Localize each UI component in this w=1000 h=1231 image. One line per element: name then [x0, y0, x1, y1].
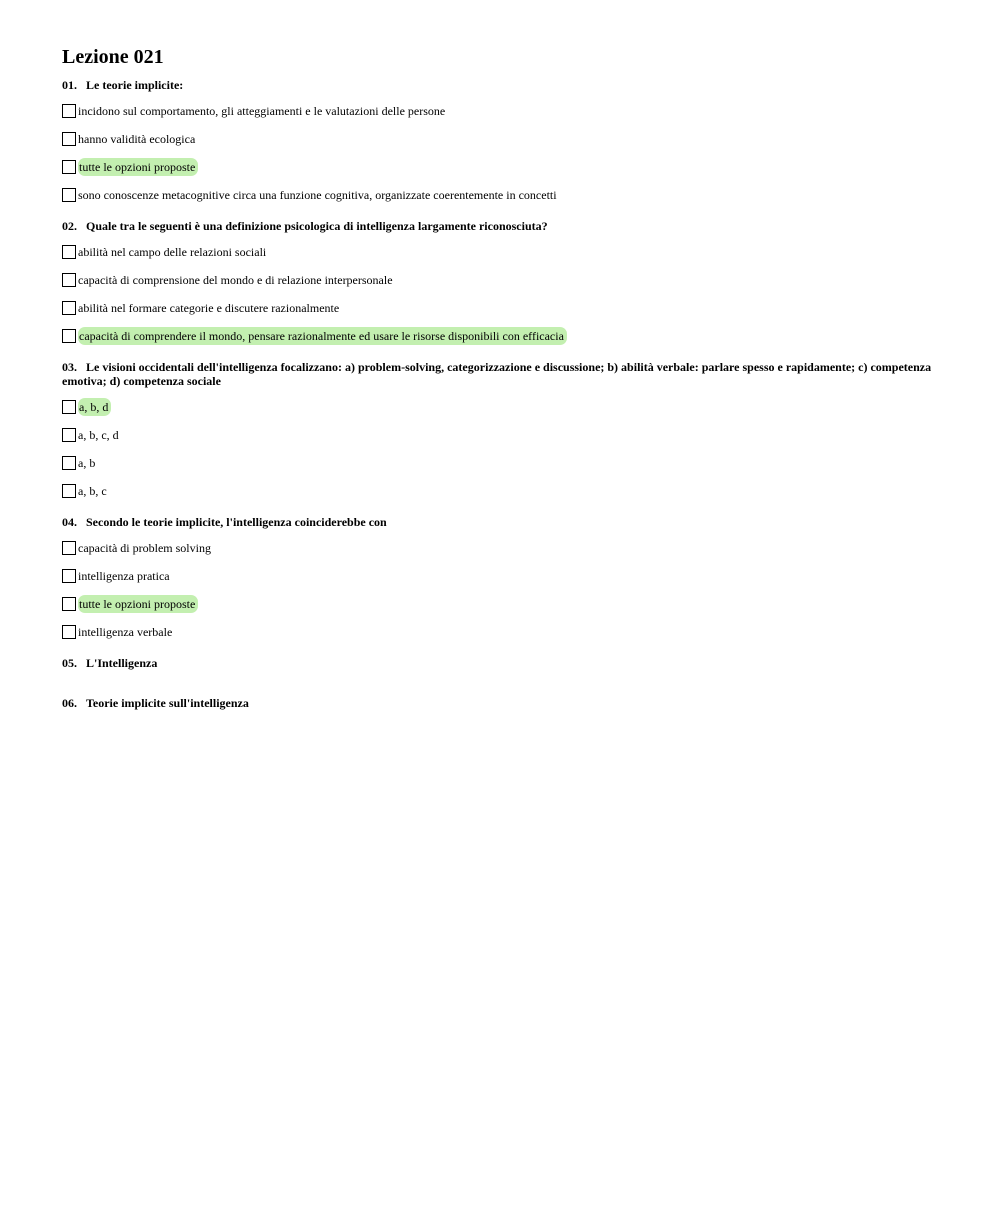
page-title: Lezione 021: [62, 46, 164, 68]
answer-option[interactable]: [62, 398, 942, 416]
question-number: 01.: [62, 78, 77, 92]
question-04: [62, 515, 942, 641]
answer-text-correct: a, b, d: [78, 398, 111, 416]
question-heading: [62, 515, 942, 529]
question-number: 06.: [62, 696, 77, 710]
answer-option[interactable]: [62, 186, 942, 204]
answer-text: a, b, c, d: [78, 428, 119, 442]
answer-text: intelligenza verbale: [78, 625, 173, 639]
question-heading: [62, 219, 942, 233]
question-text: L'Intelligenza: [86, 656, 158, 670]
answer-text: a, b, c: [78, 484, 107, 498]
answer-option[interactable]: [62, 327, 942, 345]
option-list: [62, 102, 942, 204]
answer-option[interactable]: [62, 271, 942, 289]
question-06: [62, 696, 942, 710]
question-text: Teorie implicite sull'intelligenza: [86, 696, 249, 710]
option-list: [62, 398, 942, 500]
question-number: 03.: [62, 360, 77, 374]
answer-option[interactable]: [62, 623, 942, 641]
answer-text: capacità di problem solving: [78, 541, 211, 555]
answer-checkbox[interactable]: [62, 301, 76, 315]
answer-text: hanno validità ecologica: [78, 132, 196, 146]
question-heading: [62, 78, 942, 92]
option-list: [62, 539, 942, 641]
answer-option[interactable]: [62, 102, 942, 120]
answer-checkbox[interactable]: [62, 597, 76, 611]
answer-text: intelligenza pratica: [78, 569, 170, 583]
answer-checkbox[interactable]: [62, 456, 76, 470]
answer-checkbox[interactable]: [62, 541, 76, 555]
answer-text: abilità nel formare categorie e discutere razionalmente: [78, 301, 340, 315]
answer-text: sono conoscenze metacognitive circa una funzione cognitiva, organizzate coerentemente in concetti: [78, 188, 557, 202]
answer-option[interactable]: [62, 482, 942, 500]
answer-checkbox[interactable]: [62, 132, 76, 146]
answer-checkbox[interactable]: [62, 160, 76, 174]
answer-option[interactable]: [62, 299, 942, 317]
question-text: Secondo le teorie implicite, l'intelligenza coinciderebbe con: [86, 515, 387, 529]
question-05: [62, 656, 942, 670]
answer-text-correct: tutte le opzioni proposte: [78, 158, 198, 176]
answer-text: incidono sul comportamento, gli atteggiamenti e le valutazioni delle persone: [78, 104, 446, 118]
question-number: 04.: [62, 515, 77, 529]
answer-text: capacità di comprensione del mondo e di relazione interpersonale: [78, 273, 393, 287]
question-heading: [62, 360, 942, 388]
answer-option[interactable]: [62, 539, 942, 557]
answer-checkbox[interactable]: [62, 428, 76, 442]
question-02: [62, 219, 942, 345]
answer-checkbox[interactable]: [62, 400, 76, 414]
answer-option[interactable]: [62, 426, 942, 444]
answer-checkbox[interactable]: [62, 484, 76, 498]
answer-option[interactable]: [62, 158, 942, 176]
answer-option[interactable]: [62, 454, 942, 472]
question-heading: [62, 656, 942, 670]
answer-option[interactable]: [62, 567, 942, 585]
answer-checkbox[interactable]: [62, 625, 76, 639]
answer-option[interactable]: [62, 243, 942, 261]
question-number: 05.: [62, 656, 77, 670]
question-01: [62, 78, 942, 204]
answer-text: a, b: [78, 456, 96, 470]
question-number: 02.: [62, 219, 77, 233]
answer-checkbox[interactable]: [62, 104, 76, 118]
answer-checkbox[interactable]: [62, 273, 76, 287]
answer-checkbox[interactable]: [62, 245, 76, 259]
question-text: Le visioni occidentali dell'intelligenza focalizzano: a) problem-solving, categorizzazione e discussione; b) abilità verbale: parlare spesso e rapidamente; c) competenza emotiva; d) competenza sociale: [62, 360, 932, 388]
document-page: [62, 44, 942, 736]
answer-checkbox[interactable]: [62, 188, 76, 202]
question-03: [62, 360, 942, 500]
answer-text-correct: tutte le opzioni proposte: [78, 595, 198, 613]
option-list: [62, 243, 942, 345]
answer-option[interactable]: [62, 130, 942, 148]
answer-checkbox[interactable]: [62, 569, 76, 583]
question-heading: [62, 696, 942, 710]
answer-text-correct: capacità di comprendere il mondo, pensare razionalmente ed usare le risorse disponibili con efficacia: [78, 327, 567, 345]
answer-checkbox[interactable]: [62, 329, 76, 343]
question-text: Quale tra le seguenti è una definizione psicologica di intelligenza largamente riconosciuta?: [86, 219, 548, 233]
question-text: Le teorie implicite:: [86, 78, 184, 92]
answer-text: abilità nel campo delle relazioni sociali: [78, 245, 267, 259]
answer-option[interactable]: [62, 595, 942, 613]
